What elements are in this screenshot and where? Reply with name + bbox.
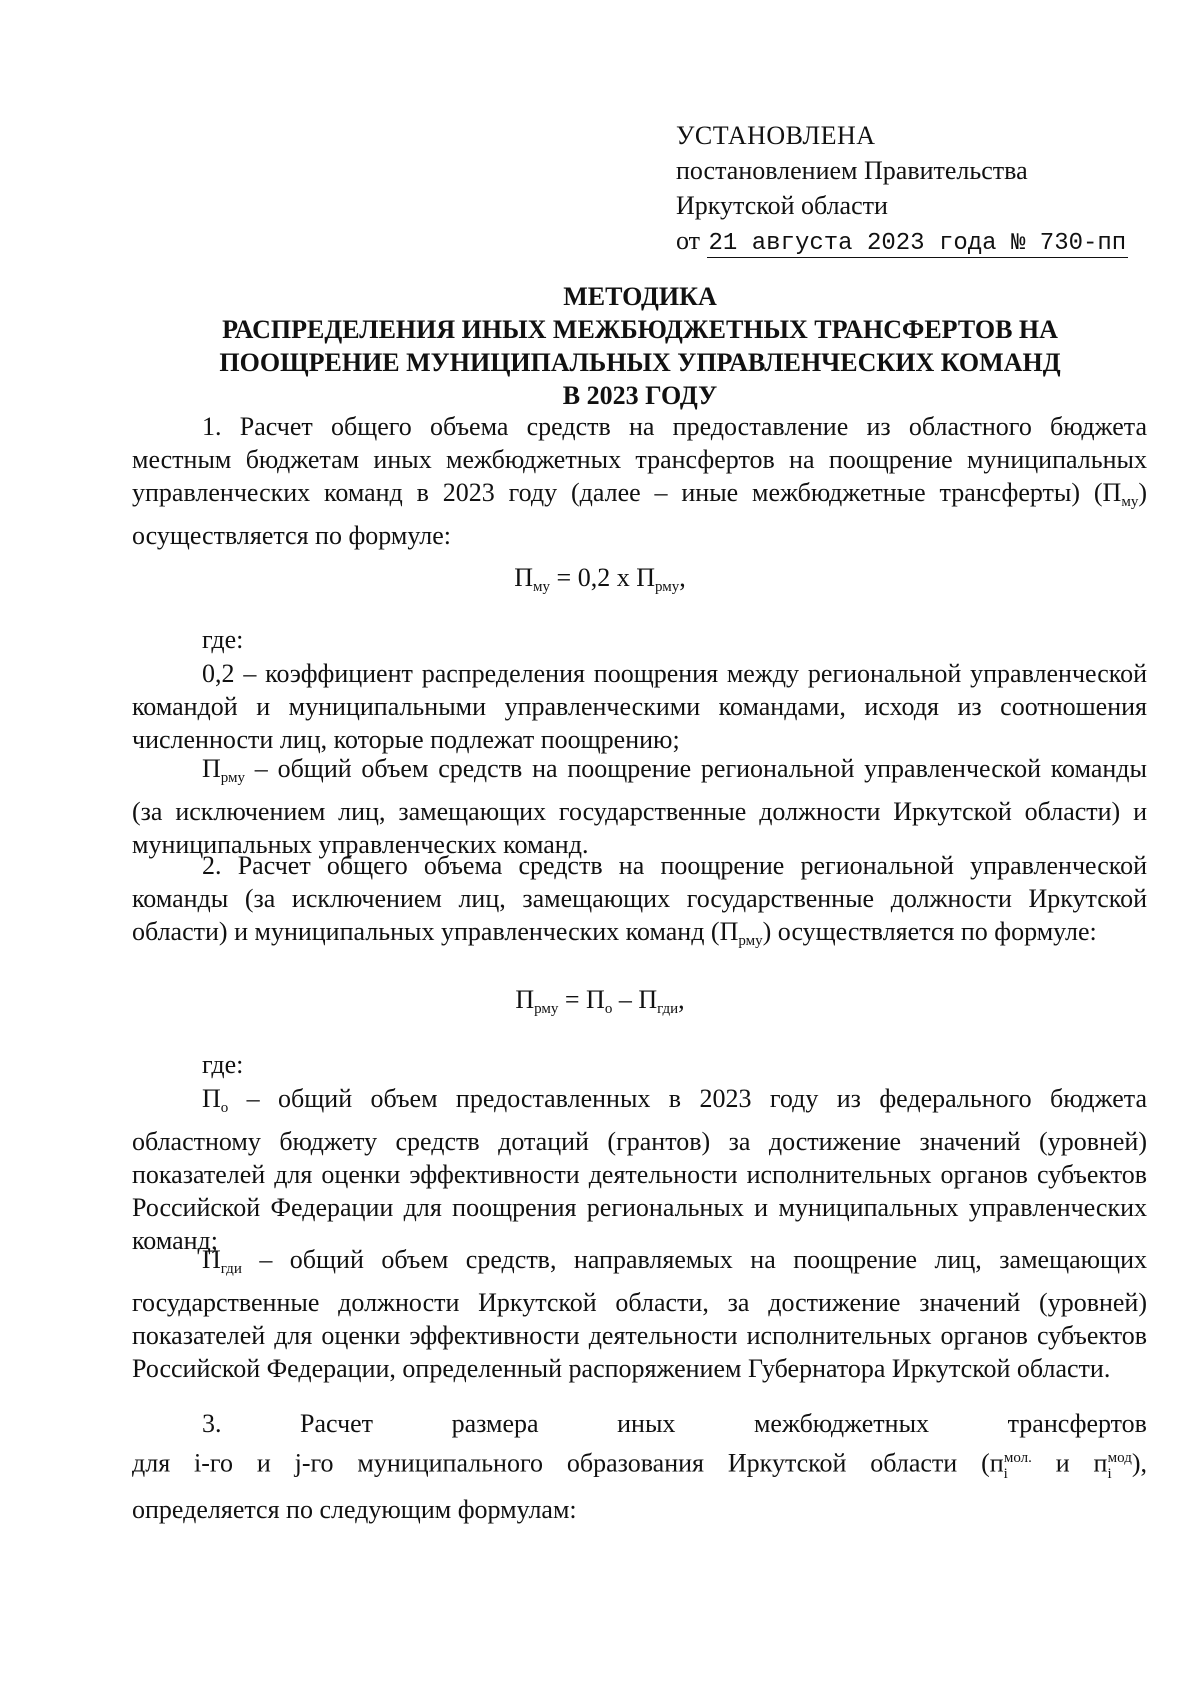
paragraph-1-text: 1. Расчет общего объема средств на предоставление из областного бюджета местным бюджетам иных межбюджетных трансфертов на поощрение муниципальных управленческих команд в 2023 году (далее – иные межбюджетные трансферты) (П (132, 412, 1147, 507)
definition-prmu-sub: рму (220, 770, 246, 786)
formula-1-lhs: П (514, 563, 534, 592)
formula-2-a: П (515, 985, 535, 1014)
definition-prmu-text: – общий объем средств на поощрение региональной управленческой команды (за исключением лиц, замещающих государственные должности Иркутской области) и муниципальных управленческих команд. (132, 754, 1147, 859)
formula-2 (0, 985, 1200, 1018)
formula-1-rhs-sub: рму (654, 579, 680, 595)
approval-date-prefix: от (676, 226, 701, 255)
definition-po-sub: о (220, 1100, 229, 1116)
p3-word: размера (451, 1409, 539, 1438)
paragraph-3-line-1 (132, 1406, 1147, 1441)
where-label-2: где: (202, 1050, 244, 1079)
definition-po-text: – общий объем предоставленных в 2023 году из федерального бюджета областному бюджету средств дотаций (грантов) за достижение значений (уровней) показателей для оценки эффективности деятельности исполнительных органов субъектов Российской Федерации для поощрения региональных и муниципальных управленческих команд; (132, 1084, 1147, 1255)
title-line-3: ПООЩРЕНИЕ МУНИЦИПАЛЬНЫХ УПРАВЛЕНЧЕСКИХ КОМАНД (219, 348, 1061, 377)
definition-prmu-symbol: П (202, 754, 221, 783)
definition-coefficient: 0,2 – коэффициент распределения поощрения между региональной управленческой командой и муниципальными управленческими командами, исходя из соотношения численности лиц, которые подлежат поощрению; (132, 659, 1147, 754)
approval-date-value: 21 августа 2023 года № 730-пп (708, 230, 1127, 257)
title-line-4: В 2023 ГОДУ (562, 381, 718, 410)
definition-prmu (132, 752, 1147, 861)
approval-line-2: Иркутской области (676, 191, 888, 220)
definition-pgdi (132, 1243, 1147, 1385)
paragraph-1-tail: ) осуществляется по формуле: (132, 478, 1147, 550)
where-label-1: где: (202, 625, 244, 654)
p3-line-2-end: ), (1131, 1448, 1148, 1478)
p3-symbol-1-sup: мол. (1003, 1450, 1032, 1466)
formula-2-a-sub: рму (534, 1001, 559, 1017)
approval-line-1: постановлением Правительства (676, 156, 1028, 185)
definition-po (132, 1082, 1147, 1257)
p3-word: межбюджетных (753, 1409, 930, 1438)
paragraph-2-sub: рму (738, 933, 763, 949)
p3-word: Расчет (300, 1409, 374, 1438)
title-line-2: РАСПРЕДЕЛЕНИЯ ИНЫХ МЕЖБЮДЖЕТНЫХ ТРАНСФЕРТОВ НА (222, 315, 1058, 344)
approval-date-line (676, 223, 1146, 261)
paragraph-2-tail: ) осуществляется по формуле: (762, 917, 1097, 946)
formula-2-c-sub: гди (657, 1001, 679, 1017)
paragraph-3-line-3: определяется по следующим формулам: (132, 1494, 577, 1524)
definition-pgdi-text: – общий объем средств, направляемых на поощрение лиц, замещающих государственные должности Иркутской области, за достижение значений (уровней) показателей для оценки эффективности деятельности исполнительных органов субъектов Российской Федерации, определенный распоряжением Губернатора Иркутской области. (132, 1245, 1147, 1383)
definition-pgdi-symbol: П (202, 1245, 221, 1274)
paragraph-3 (132, 1406, 1147, 1527)
p3-and: и п (1031, 1448, 1108, 1478)
p3-symbol-1-sub: i (1003, 1465, 1008, 1482)
paragraph-2-text: 2. Расчет общего объема средств на поощрение региональной управленческой команды (за исключением лиц, замещающих государственные должности Иркутской области) и муниципальных управленческих команд (П (132, 851, 1147, 946)
formula-2-b-sub: о (604, 1001, 613, 1017)
formula-1-end: , (679, 563, 686, 592)
p3-line-2-text: для i-го и j-го муниципального образования Иркутской области (п (132, 1448, 1004, 1478)
formula-1 (0, 563, 1200, 596)
paragraph-1 (132, 410, 1147, 552)
definition-pgdi-sub: гди (220, 1261, 242, 1277)
p3-symbol-2-sup: мод (1107, 1450, 1132, 1466)
paragraph-1-sub: му (1121, 494, 1139, 510)
formula-1-lhs-sub: му (533, 579, 551, 595)
p3-word: 3. (202, 1409, 222, 1438)
formula-2-end: , (678, 985, 685, 1014)
document-title (120, 280, 1160, 412)
formula-2-c: – П (612, 985, 658, 1014)
approval-block (676, 118, 1146, 261)
definition-po-symbol: П (202, 1084, 221, 1113)
p3-symbol-2-sub: i (1107, 1465, 1112, 1482)
formula-2-b: = П (558, 985, 605, 1014)
paragraph-2 (132, 849, 1147, 958)
approval-heading: УСТАНОВЛЕНА (676, 121, 876, 150)
paragraph-3-line-2 (132, 1441, 1147, 1492)
p3-word: трансфертов (1007, 1409, 1147, 1438)
formula-1-mid: = 0,2 х П (550, 563, 655, 592)
title-line-1: МЕТОДИКА (563, 282, 717, 311)
p3-word: иных (617, 1409, 676, 1438)
